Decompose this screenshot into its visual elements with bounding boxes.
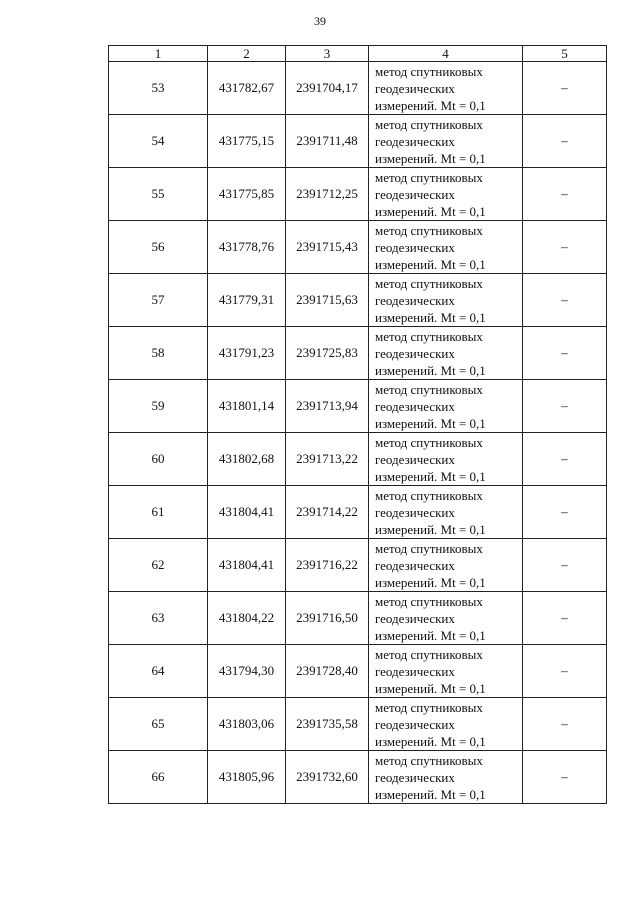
y-coordinate-cell: 2391725,83 [286,327,369,380]
point-number-cell: 61 [109,486,208,539]
method-cell [369,486,523,539]
y-coordinate-cell: 2391704,17 [286,62,369,115]
method-line: геодезических [375,133,455,149]
method-line: геодезических [375,292,455,308]
method-line: геодезических [375,239,455,255]
note-cell: – [523,115,607,168]
method-line: метод спутниковых [375,328,483,344]
method-line: измерений. Mt = 0,1 [375,97,486,113]
method-line: метод спутниковых [375,540,483,556]
method-line: метод спутниковых [375,593,483,609]
y-coordinate-cell: 2391715,63 [286,274,369,327]
method-line: метод спутниковых [375,699,483,715]
table-row [109,274,607,327]
x-coordinate-cell: 431803,06 [208,698,286,751]
method-line: измерений. Mt = 0,1 [375,733,486,749]
method-line: геодезических [375,345,455,361]
method-line: измерений. Mt = 0,1 [375,256,486,272]
method-line: измерений. Mt = 0,1 [375,415,486,431]
method-cell [369,751,523,804]
method-line: метод спутниковых [375,63,483,79]
method-line: метод спутниковых [375,646,483,662]
method-line: измерений. Mt = 0,1 [375,574,486,590]
x-coordinate-cell: 431779,31 [208,274,286,327]
point-number-cell: 56 [109,221,208,274]
note-cell: – [523,433,607,486]
note-cell: – [523,645,607,698]
method-line: геодезических [375,398,455,414]
method-line: измерений. Mt = 0,1 [375,468,486,484]
point-number-cell: 63 [109,592,208,645]
x-coordinate-cell: 431804,22 [208,592,286,645]
table-row [109,433,607,486]
x-coordinate-cell: 431794,30 [208,645,286,698]
method-line: измерений. Mt = 0,1 [375,309,486,325]
point-number-cell: 64 [109,645,208,698]
method-line: геодезических [375,769,455,785]
x-coordinate-cell: 431804,41 [208,486,286,539]
column-header: 1 [109,46,208,62]
point-number-cell: 65 [109,698,208,751]
point-number-cell: 58 [109,327,208,380]
x-coordinate-cell: 431791,23 [208,327,286,380]
method-line: метод спутниковых [375,381,483,397]
point-number-cell: 60 [109,433,208,486]
method-line: метод спутниковых [375,275,483,291]
table-row [109,115,607,168]
point-number-cell: 53 [109,62,208,115]
y-coordinate-cell: 2391714,22 [286,486,369,539]
note-cell: – [523,592,607,645]
method-line: геодезических [375,716,455,732]
note-cell: – [523,274,607,327]
method-line: измерений. Mt = 0,1 [375,150,486,166]
method-cell [369,168,523,221]
method-line: измерений. Mt = 0,1 [375,521,486,537]
method-cell [369,62,523,115]
table-row [109,221,607,274]
column-header: 2 [208,46,286,62]
note-cell: – [523,698,607,751]
point-number-cell: 55 [109,168,208,221]
x-coordinate-cell: 431801,14 [208,380,286,433]
table-row [109,380,607,433]
x-coordinate-cell: 431775,15 [208,115,286,168]
table-row [109,539,607,592]
note-cell: – [523,62,607,115]
y-coordinate-cell: 2391716,22 [286,539,369,592]
method-cell [369,115,523,168]
method-line: геодезических [375,451,455,467]
column-header: 4 [369,46,523,62]
method-cell [369,433,523,486]
method-line: измерений. Mt = 0,1 [375,627,486,643]
x-coordinate-cell: 431804,41 [208,539,286,592]
table-row [109,62,607,115]
point-number-cell: 62 [109,539,208,592]
note-cell: – [523,486,607,539]
method-line: метод спутниковых [375,487,483,503]
note-cell: – [523,168,607,221]
method-cell [369,380,523,433]
y-coordinate-cell: 2391732,60 [286,751,369,804]
point-number-cell: 54 [109,115,208,168]
method-cell [369,327,523,380]
x-coordinate-cell: 431775,85 [208,168,286,221]
table-row [109,592,607,645]
note-cell: – [523,539,607,592]
table-header-row [109,46,607,62]
y-coordinate-cell: 2391715,43 [286,221,369,274]
note-cell: – [523,380,607,433]
point-number-cell: 57 [109,274,208,327]
table-body [109,62,607,804]
x-coordinate-cell: 431778,76 [208,221,286,274]
table-row [109,486,607,539]
note-cell: – [523,751,607,804]
y-coordinate-cell: 2391735,58 [286,698,369,751]
column-header: 3 [286,46,369,62]
table-row [109,327,607,380]
point-number-cell: 66 [109,751,208,804]
method-line: геодезических [375,80,455,96]
coordinates-table [108,45,607,804]
y-coordinate-cell: 2391713,22 [286,433,369,486]
y-coordinate-cell: 2391728,40 [286,645,369,698]
method-cell [369,698,523,751]
note-cell: – [523,221,607,274]
method-line: измерений. Mt = 0,1 [375,680,486,696]
y-coordinate-cell: 2391713,94 [286,380,369,433]
method-cell [369,645,523,698]
y-coordinate-cell: 2391711,48 [286,115,369,168]
note-cell: – [523,327,607,380]
method-line: метод спутниковых [375,752,483,768]
method-cell [369,274,523,327]
table-row [109,645,607,698]
column-header: 5 [523,46,607,62]
table-row [109,698,607,751]
method-cell [369,539,523,592]
method-cell [369,592,523,645]
method-line: геодезических [375,557,455,573]
point-number-cell: 59 [109,380,208,433]
method-line: измерений. Mt = 0,1 [375,362,486,378]
method-line: метод спутниковых [375,169,483,185]
method-line: геодезических [375,186,455,202]
method-line: метод спутниковых [375,222,483,238]
x-coordinate-cell: 431802,68 [208,433,286,486]
method-line: геодезических [375,610,455,626]
method-line: измерений. Mt = 0,1 [375,203,486,219]
y-coordinate-cell: 2391712,25 [286,168,369,221]
method-line: геодезических [375,663,455,679]
method-line: метод спутниковых [375,116,483,132]
method-line: геодезических [375,504,455,520]
table-row [109,751,607,804]
x-coordinate-cell: 431805,96 [208,751,286,804]
page-number: 39 [314,14,326,28]
x-coordinate-cell: 431782,67 [208,62,286,115]
method-cell [369,221,523,274]
method-line: метод спутниковых [375,434,483,450]
y-coordinate-cell: 2391716,50 [286,592,369,645]
table-row [109,168,607,221]
method-line: измерений. Mt = 0,1 [375,786,486,802]
